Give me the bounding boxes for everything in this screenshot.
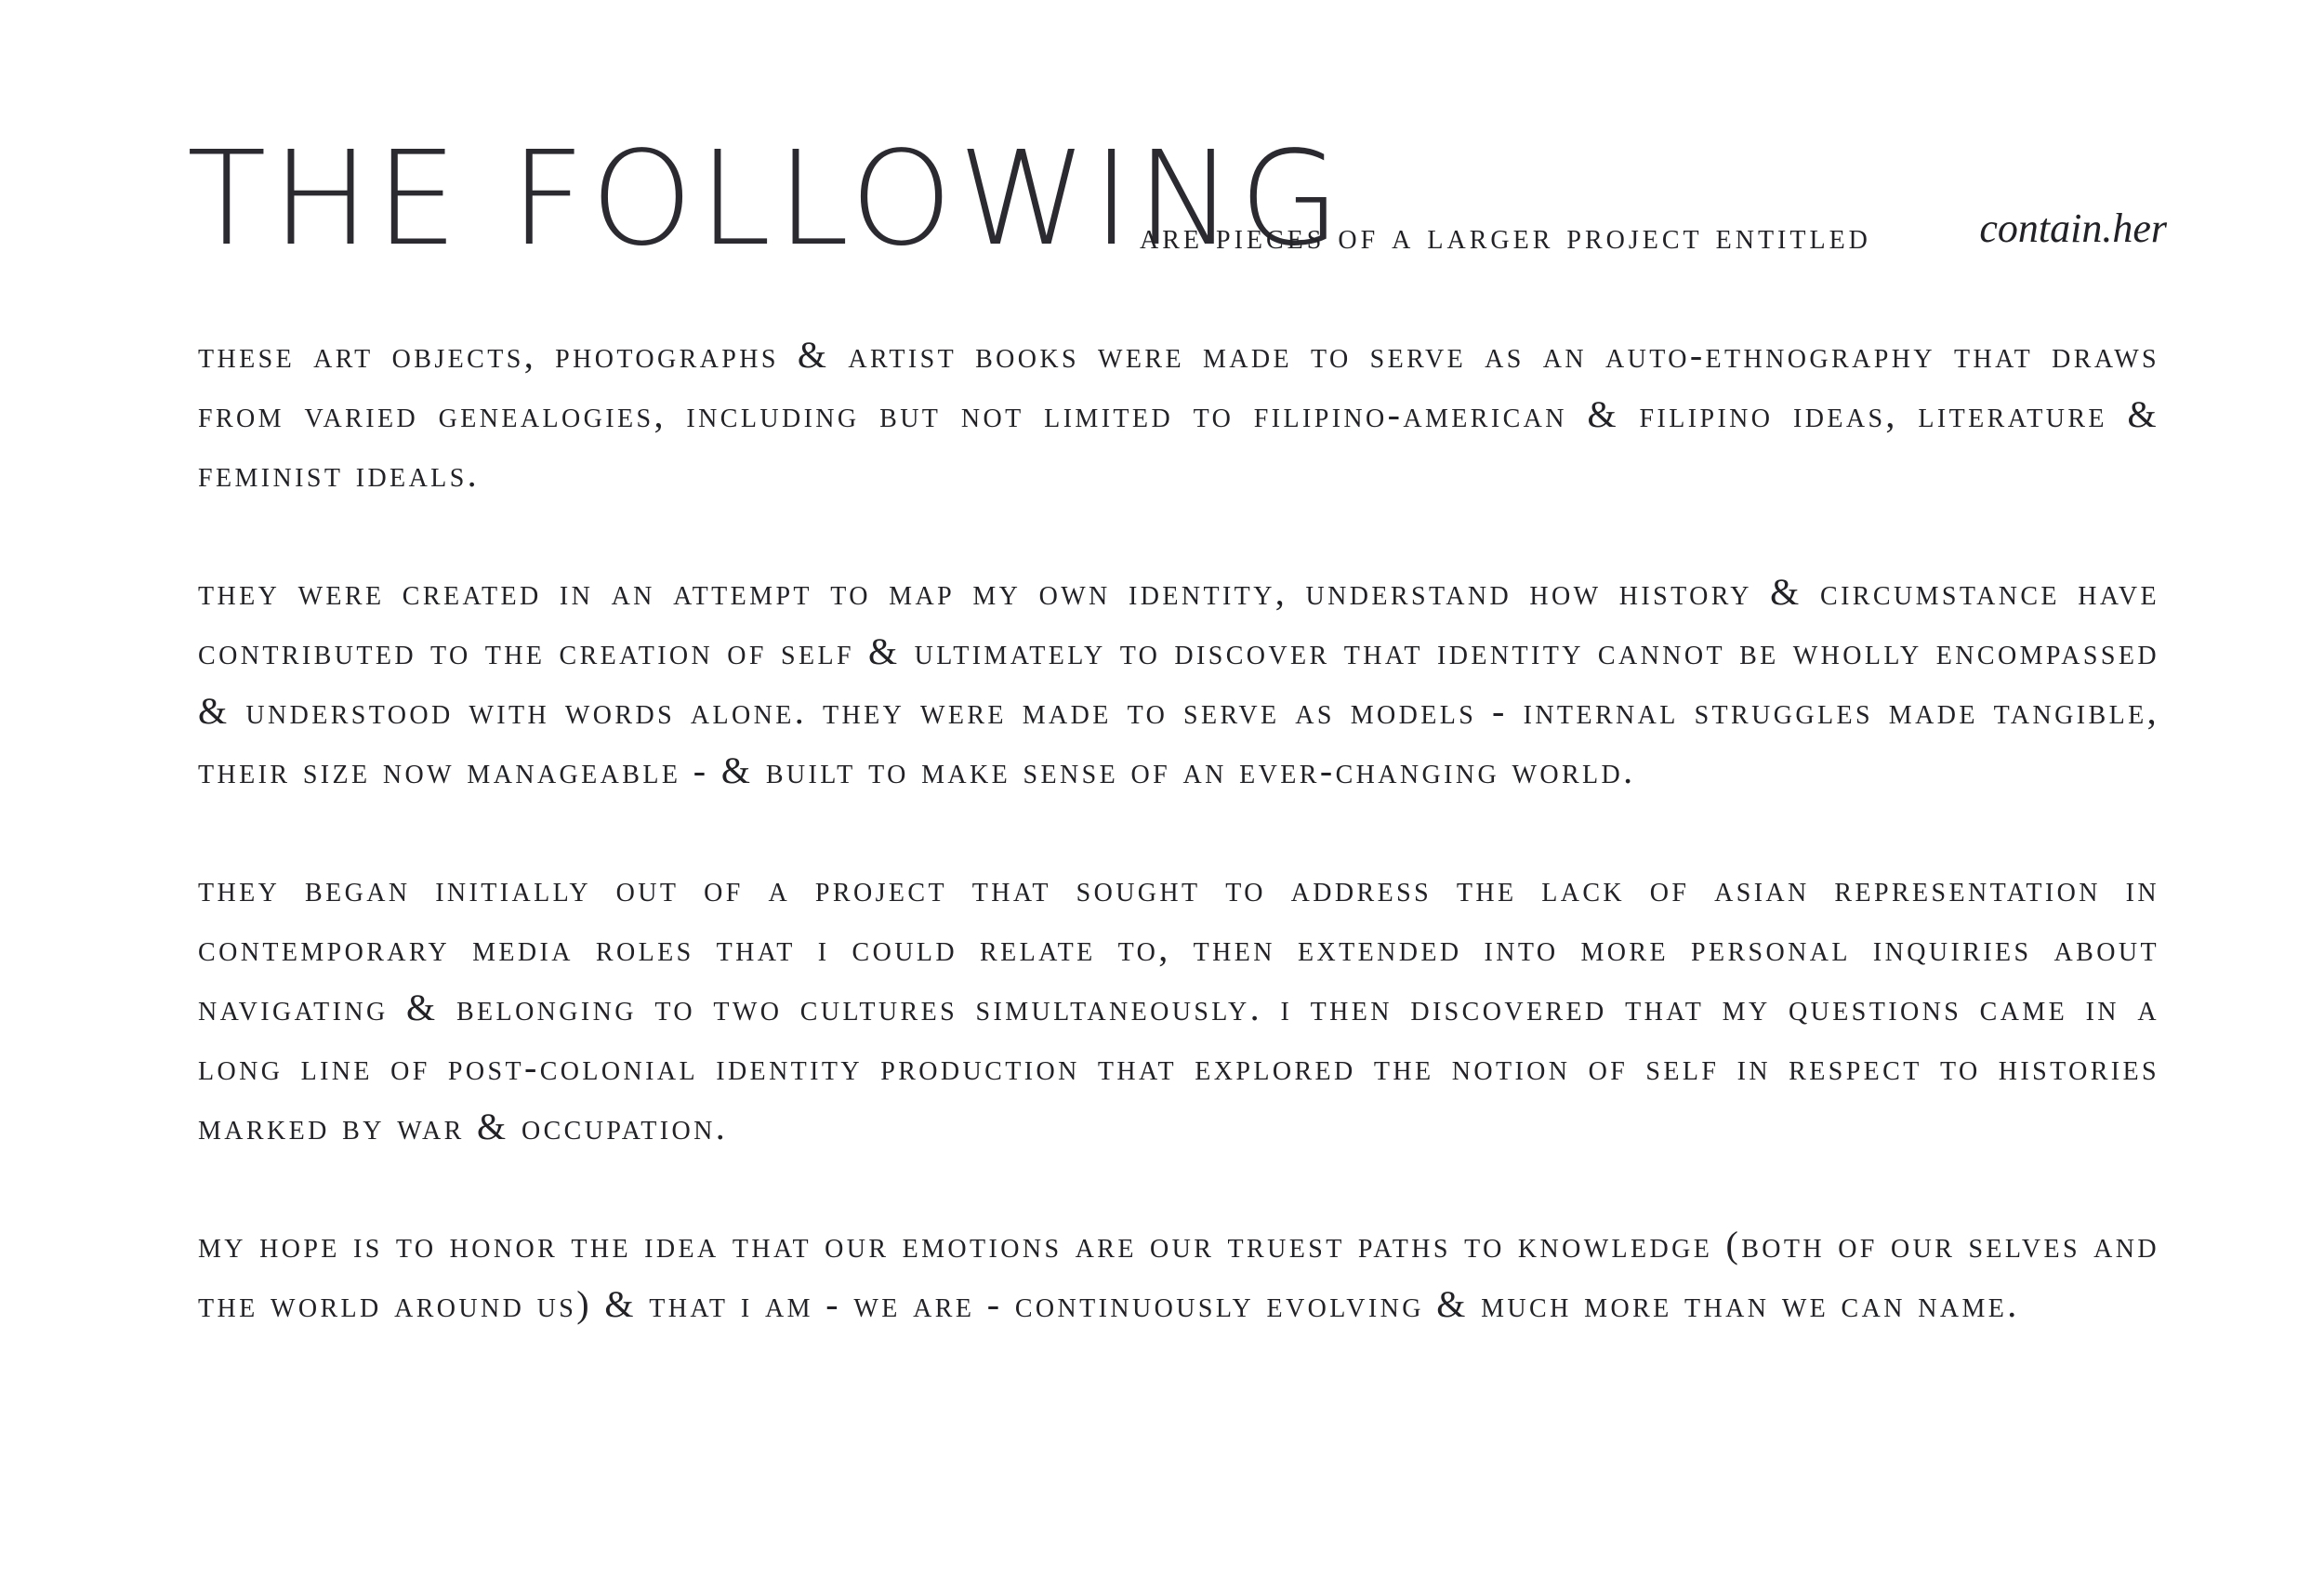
- page-title: THE FOLLOWING: [187, 124, 1346, 275]
- body-text: [198, 325, 2159, 1393]
- subtitle: are pieces of a larger project entitled: [1140, 215, 1871, 257]
- paragraph-2: they were created in an attempt to map my own identity, understand how history & circumstance have contributed to the creation of self & ultimately to discover that identity cannot be wholly encompassed & understood with words alone. they were made to serve as models - internal struggles made tangible, their size now manageable - & built to make sense of an ever-changing world.: [198, 571, 2159, 791]
- project-name: contain.her: [1979, 205, 2167, 251]
- headline: [187, 124, 2167, 275]
- paragraph-3: they began initially out of a project that sought to address the lack of asian representation in contemporary media roles that i could relate to, then extended into more personal inquiries about navigating & belonging to two cultures simultaneously. i then discovered that my questions came in a long line of post-colonial identity production that explored the notion of self in respect to histories marked by war & occupation.: [198, 868, 2159, 1147]
- paragraph-1: these art objects, photographs & artist books were made to serve as an auto-ethnography that draws from varied genealogies, including but not limited to filipino-american & filipino ideas, literature & feminist ideals.: [198, 334, 2159, 495]
- paragraph-4: my hope is to honor the idea that our emotions are our truest paths to knowledge (both of our selves and the world around us) & that i am - we are - continuously evolving & much more than we can name.: [198, 1224, 2159, 1325]
